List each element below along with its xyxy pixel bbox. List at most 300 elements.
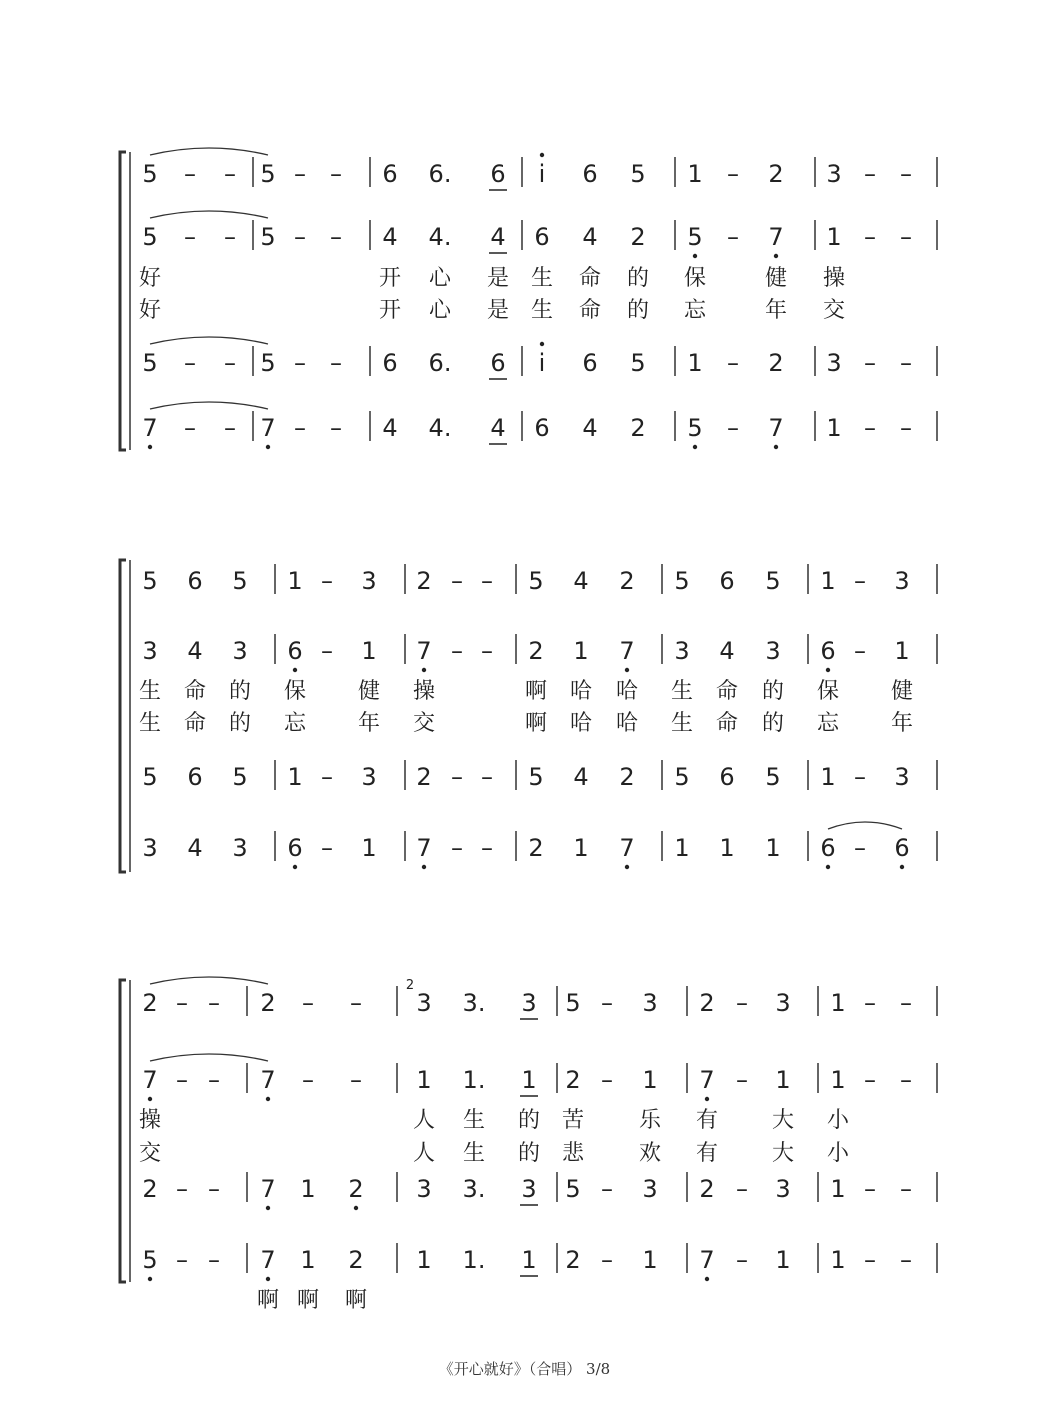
lyric: 小 — [826, 1141, 849, 1166]
note: 5 — [765, 763, 781, 791]
note: 3 — [142, 637, 158, 665]
tie — [150, 977, 268, 984]
note: 6. — [428, 160, 452, 188]
note: – — [330, 223, 342, 251]
note: 5 — [687, 414, 703, 442]
lyric: 命 — [578, 266, 601, 291]
lyric: 大 — [771, 1141, 794, 1166]
lyric: 操 — [822, 266, 845, 291]
lyric: 健 — [357, 679, 380, 704]
octave-dot — [900, 865, 904, 869]
note: 3 — [894, 763, 910, 791]
lyric: 哈 — [615, 679, 638, 704]
note: – — [176, 1246, 188, 1274]
lyric: 忘 — [283, 711, 306, 736]
note: 5 — [142, 223, 158, 251]
note: 3 — [642, 1175, 658, 1203]
note: 1 — [287, 567, 303, 595]
note: – — [900, 1175, 912, 1203]
note: – — [302, 1066, 314, 1094]
note: 1 — [300, 1246, 316, 1274]
note: – — [854, 763, 866, 791]
tie — [150, 211, 268, 218]
lyric: 开 — [378, 298, 401, 323]
note: 2 — [768, 160, 784, 188]
note: 2 — [619, 567, 635, 595]
note: 6 — [820, 637, 836, 665]
note: 7 — [768, 414, 784, 442]
lyric: 操 — [412, 679, 435, 704]
note: – — [736, 1175, 748, 1203]
note: – — [451, 637, 463, 665]
note: – — [601, 989, 613, 1017]
note: – — [601, 1066, 613, 1094]
lyric: 心 — [428, 298, 451, 323]
note: 1. — [462, 1246, 486, 1274]
note: 2 — [565, 1246, 581, 1274]
note: 7 — [142, 414, 158, 442]
note: 1 — [416, 1066, 432, 1094]
note: 7 — [260, 414, 276, 442]
note: – — [481, 637, 493, 665]
lyric: 苦 — [561, 1108, 584, 1133]
lyric: 命 — [183, 711, 206, 736]
note: 2 — [142, 989, 158, 1017]
note: 5 — [260, 160, 276, 188]
note: 3 — [232, 834, 248, 862]
note: 1 — [775, 1246, 791, 1274]
octave-dot — [148, 1097, 152, 1101]
note: 3 — [361, 567, 377, 595]
note: 1 — [820, 567, 836, 595]
note: 5 — [232, 567, 248, 595]
note: 4 — [573, 567, 589, 595]
octave-dot — [266, 1206, 270, 1210]
octave-dot — [705, 1097, 709, 1101]
lyric: 年 — [357, 711, 380, 736]
lyric: 健 — [890, 679, 913, 704]
note: – — [294, 414, 306, 442]
octave-dot — [354, 1206, 358, 1210]
octave-dot — [693, 445, 697, 449]
note: – — [736, 1066, 748, 1094]
note: 3 — [521, 1175, 537, 1203]
note: 5 — [630, 349, 646, 377]
octave-dot — [293, 668, 297, 672]
note: 4 — [187, 834, 203, 862]
lyric: 悲 — [561, 1141, 584, 1166]
note: – — [481, 763, 493, 791]
note: 5 — [528, 567, 544, 595]
note: 1 — [820, 763, 836, 791]
note: 6 — [490, 349, 506, 377]
octave-dot — [540, 342, 544, 346]
note: – — [727, 349, 739, 377]
note: – — [302, 989, 314, 1017]
note: 6 — [490, 160, 506, 188]
note: – — [321, 637, 333, 665]
note: 3 — [894, 567, 910, 595]
note: 5 — [142, 349, 158, 377]
lyric: 哈 — [569, 711, 592, 736]
note: – — [451, 567, 463, 595]
lyric: 的 — [761, 711, 784, 736]
lyric: 交 — [138, 1141, 161, 1166]
note: 2 — [348, 1175, 364, 1203]
note: 7 — [142, 1066, 158, 1094]
note: – — [184, 349, 196, 377]
note: – — [481, 567, 493, 595]
grace-note: 2 — [405, 978, 415, 993]
note: 6 — [534, 223, 550, 251]
note: – — [451, 834, 463, 862]
note: – — [727, 414, 739, 442]
note: 1 — [521, 1246, 537, 1274]
lyric: 好 — [138, 298, 161, 323]
note: 3 — [826, 160, 842, 188]
note: 1 — [287, 763, 303, 791]
note: – — [184, 414, 196, 442]
lyric: 的 — [626, 266, 649, 291]
note: 6 — [534, 414, 550, 442]
note: 7 — [699, 1246, 715, 1274]
octave-dot — [266, 1277, 270, 1281]
note: 2 — [630, 414, 646, 442]
octave-dot — [625, 668, 629, 672]
note: – — [854, 834, 866, 862]
note: 2 — [528, 834, 544, 862]
note: 4 — [382, 223, 398, 251]
note: – — [900, 989, 912, 1017]
note: – — [208, 989, 220, 1017]
octave-dot — [826, 668, 830, 672]
lyric: 的 — [228, 679, 251, 704]
lyric-bottom: 啊 — [344, 1288, 367, 1313]
octave-dot — [148, 445, 152, 449]
note: 1 — [674, 834, 690, 862]
tie — [150, 337, 268, 344]
octave-dot — [540, 153, 544, 157]
note: – — [481, 834, 493, 862]
lyric: 好 — [138, 266, 161, 291]
lyric: 人 — [412, 1141, 435, 1166]
note: 7 — [260, 1066, 276, 1094]
note: 7 — [619, 637, 635, 665]
note: 6 — [719, 567, 735, 595]
note: – — [330, 160, 342, 188]
note: 2 — [142, 1175, 158, 1203]
note: 1 — [300, 1175, 316, 1203]
note: 1 — [687, 349, 703, 377]
note: – — [864, 414, 876, 442]
lyric: 保 — [816, 679, 839, 704]
note: 6 — [187, 567, 203, 595]
octave-dot — [422, 668, 426, 672]
lyric: 保 — [683, 266, 706, 291]
note: 3 — [775, 989, 791, 1017]
note: 3 — [521, 989, 537, 1017]
note: 5 — [142, 567, 158, 595]
octave-dot — [625, 865, 629, 869]
note: – — [864, 223, 876, 251]
note: 4 — [719, 637, 735, 665]
note: 5 — [142, 1246, 158, 1274]
note: – — [294, 349, 306, 377]
note: 6. — [428, 349, 452, 377]
lyric: 生 — [530, 266, 553, 291]
note: – — [330, 349, 342, 377]
note: i — [538, 160, 546, 188]
system-bracket — [120, 560, 126, 872]
note: 3 — [142, 834, 158, 862]
lyric: 交 — [412, 711, 435, 736]
note: 3 — [765, 637, 781, 665]
tie — [150, 402, 268, 409]
lyric: 生 — [670, 679, 693, 704]
tie — [150, 1054, 268, 1061]
note: – — [176, 1066, 188, 1094]
note: 3 — [775, 1175, 791, 1203]
note: – — [184, 223, 196, 251]
lyric: 的 — [626, 298, 649, 323]
lyric: 人 — [412, 1108, 435, 1133]
note: – — [176, 989, 188, 1017]
note: 5 — [687, 223, 703, 251]
note: – — [321, 763, 333, 791]
note: 3 — [416, 989, 432, 1017]
note: 1 — [642, 1246, 658, 1274]
note: 4 — [187, 637, 203, 665]
note: 2 — [699, 989, 715, 1017]
note: 7 — [416, 637, 432, 665]
note: – — [900, 223, 912, 251]
lyric: 保 — [283, 679, 306, 704]
note: – — [321, 567, 333, 595]
note: – — [601, 1175, 613, 1203]
note: – — [208, 1066, 220, 1094]
note: 3 — [232, 637, 248, 665]
lyric: 命 — [715, 679, 738, 704]
tie — [828, 822, 902, 829]
note: 1 — [830, 1246, 846, 1274]
tie — [150, 148, 268, 155]
lyric: 小 — [826, 1108, 849, 1133]
lyric: 啊 — [524, 711, 547, 736]
note: – — [900, 349, 912, 377]
lyric: 是 — [486, 298, 509, 323]
lyric: 的 — [761, 679, 784, 704]
lyric: 啊 — [524, 679, 547, 704]
note: 3. — [462, 1175, 486, 1203]
note: 1 — [573, 637, 589, 665]
octave-dot — [293, 865, 297, 869]
note: 4 — [490, 223, 506, 251]
note: 1 — [416, 1246, 432, 1274]
note: 5 — [630, 160, 646, 188]
note: 7 — [699, 1066, 715, 1094]
note: – — [208, 1246, 220, 1274]
lyric: 的 — [517, 1108, 540, 1133]
note: – — [736, 1246, 748, 1274]
note: 7 — [260, 1175, 276, 1203]
note: 1. — [462, 1066, 486, 1094]
note: – — [294, 160, 306, 188]
lyric: 生 — [138, 711, 161, 736]
note: – — [294, 223, 306, 251]
octave-dot — [422, 865, 426, 869]
lyric-bottom: 啊 — [256, 1288, 279, 1313]
note: 4 — [582, 414, 598, 442]
note: 4 — [582, 223, 598, 251]
note: 6 — [719, 763, 735, 791]
lyric: 年 — [890, 711, 913, 736]
note: 7 — [260, 1246, 276, 1274]
note: 1 — [361, 637, 377, 665]
note: 2 — [348, 1246, 364, 1274]
note: – — [321, 834, 333, 862]
lyric: 操 — [138, 1108, 161, 1133]
note: 4. — [428, 223, 452, 251]
note: 4 — [490, 414, 506, 442]
lyric: 大 — [771, 1108, 794, 1133]
note: 2 — [528, 637, 544, 665]
note: – — [350, 1066, 362, 1094]
note: 3 — [642, 989, 658, 1017]
note: 2 — [630, 223, 646, 251]
note: 2 — [416, 763, 432, 791]
lyric: 年 — [764, 298, 787, 323]
note: 2 — [416, 567, 432, 595]
note: 1 — [719, 834, 735, 862]
note: – — [736, 989, 748, 1017]
note: 1 — [573, 834, 589, 862]
note: 1 — [687, 160, 703, 188]
note: 5 — [232, 763, 248, 791]
note: 6 — [382, 349, 398, 377]
note: – — [864, 1175, 876, 1203]
note: 1 — [830, 1066, 846, 1094]
lyric: 乐 — [638, 1108, 661, 1133]
note: – — [451, 763, 463, 791]
lyric: 命 — [715, 711, 738, 736]
note: – — [864, 1066, 876, 1094]
note: 4 — [573, 763, 589, 791]
lyric: 命 — [183, 679, 206, 704]
note: 6 — [382, 160, 398, 188]
note: 7 — [619, 834, 635, 862]
note: 1 — [830, 989, 846, 1017]
note: – — [330, 414, 342, 442]
note: 2 — [260, 989, 276, 1017]
lyric: 是 — [486, 266, 509, 291]
note: – — [224, 349, 236, 377]
note: – — [727, 223, 739, 251]
lyric: 生 — [462, 1141, 485, 1166]
octave-dot — [826, 865, 830, 869]
lyric: 开 — [378, 266, 401, 291]
lyric: 健 — [764, 266, 787, 291]
note: – — [900, 160, 912, 188]
note: – — [900, 1066, 912, 1094]
octave-dot — [705, 1277, 709, 1281]
note: 1 — [765, 834, 781, 862]
note: 6 — [582, 160, 598, 188]
octave-dot — [266, 445, 270, 449]
note: 6 — [287, 834, 303, 862]
note: – — [727, 160, 739, 188]
note: 3. — [462, 989, 486, 1017]
system-bracket — [120, 152, 126, 450]
note: 4. — [428, 414, 452, 442]
note: 1 — [361, 834, 377, 862]
lyric: 哈 — [615, 711, 638, 736]
note: 2 — [565, 1066, 581, 1094]
page-footer: 《开心就好》（合唱） 3/8 — [438, 1360, 611, 1378]
lyric: 交 — [822, 298, 845, 323]
note: 7 — [416, 834, 432, 862]
note: – — [224, 414, 236, 442]
octave-dot — [774, 445, 778, 449]
note: 2 — [619, 763, 635, 791]
note: 2 — [768, 349, 784, 377]
note: – — [184, 160, 196, 188]
note: 6 — [894, 834, 910, 862]
lyric: 有 — [695, 1141, 718, 1166]
note: 5 — [565, 1175, 581, 1203]
note: – — [224, 160, 236, 188]
octave-dot — [693, 254, 697, 258]
lyric: 忘 — [683, 298, 706, 323]
note: 5 — [674, 567, 690, 595]
lyric: 的 — [517, 1141, 540, 1166]
lyric: 生 — [138, 679, 161, 704]
note: 3 — [826, 349, 842, 377]
note: 1 — [830, 1175, 846, 1203]
note: – — [176, 1175, 188, 1203]
lyric: 生 — [462, 1108, 485, 1133]
octave-dot — [774, 254, 778, 258]
octave-dot — [266, 1097, 270, 1101]
lyric: 欢 — [638, 1141, 661, 1166]
note: – — [864, 989, 876, 1017]
note: 5 — [142, 763, 158, 791]
note: 1 — [775, 1066, 791, 1094]
note: 1 — [521, 1066, 537, 1094]
lyric: 的 — [228, 711, 251, 736]
system-bracket — [120, 980, 126, 1282]
note: – — [350, 989, 362, 1017]
note: 3 — [416, 1175, 432, 1203]
note: 6 — [820, 834, 836, 862]
note: 5 — [565, 989, 581, 1017]
note: 1 — [826, 223, 842, 251]
note: – — [864, 349, 876, 377]
note: i — [538, 349, 546, 377]
lyric: 哈 — [569, 679, 592, 704]
note: 2 — [699, 1175, 715, 1203]
note: 6 — [582, 349, 598, 377]
note: – — [900, 1246, 912, 1274]
lyric: 生 — [670, 711, 693, 736]
note: 3 — [361, 763, 377, 791]
note: – — [601, 1246, 613, 1274]
note: 7 — [768, 223, 784, 251]
lyric: 生 — [530, 298, 553, 323]
note: – — [864, 160, 876, 188]
note: 5 — [142, 160, 158, 188]
note: – — [208, 1175, 220, 1203]
note: – — [864, 1246, 876, 1274]
